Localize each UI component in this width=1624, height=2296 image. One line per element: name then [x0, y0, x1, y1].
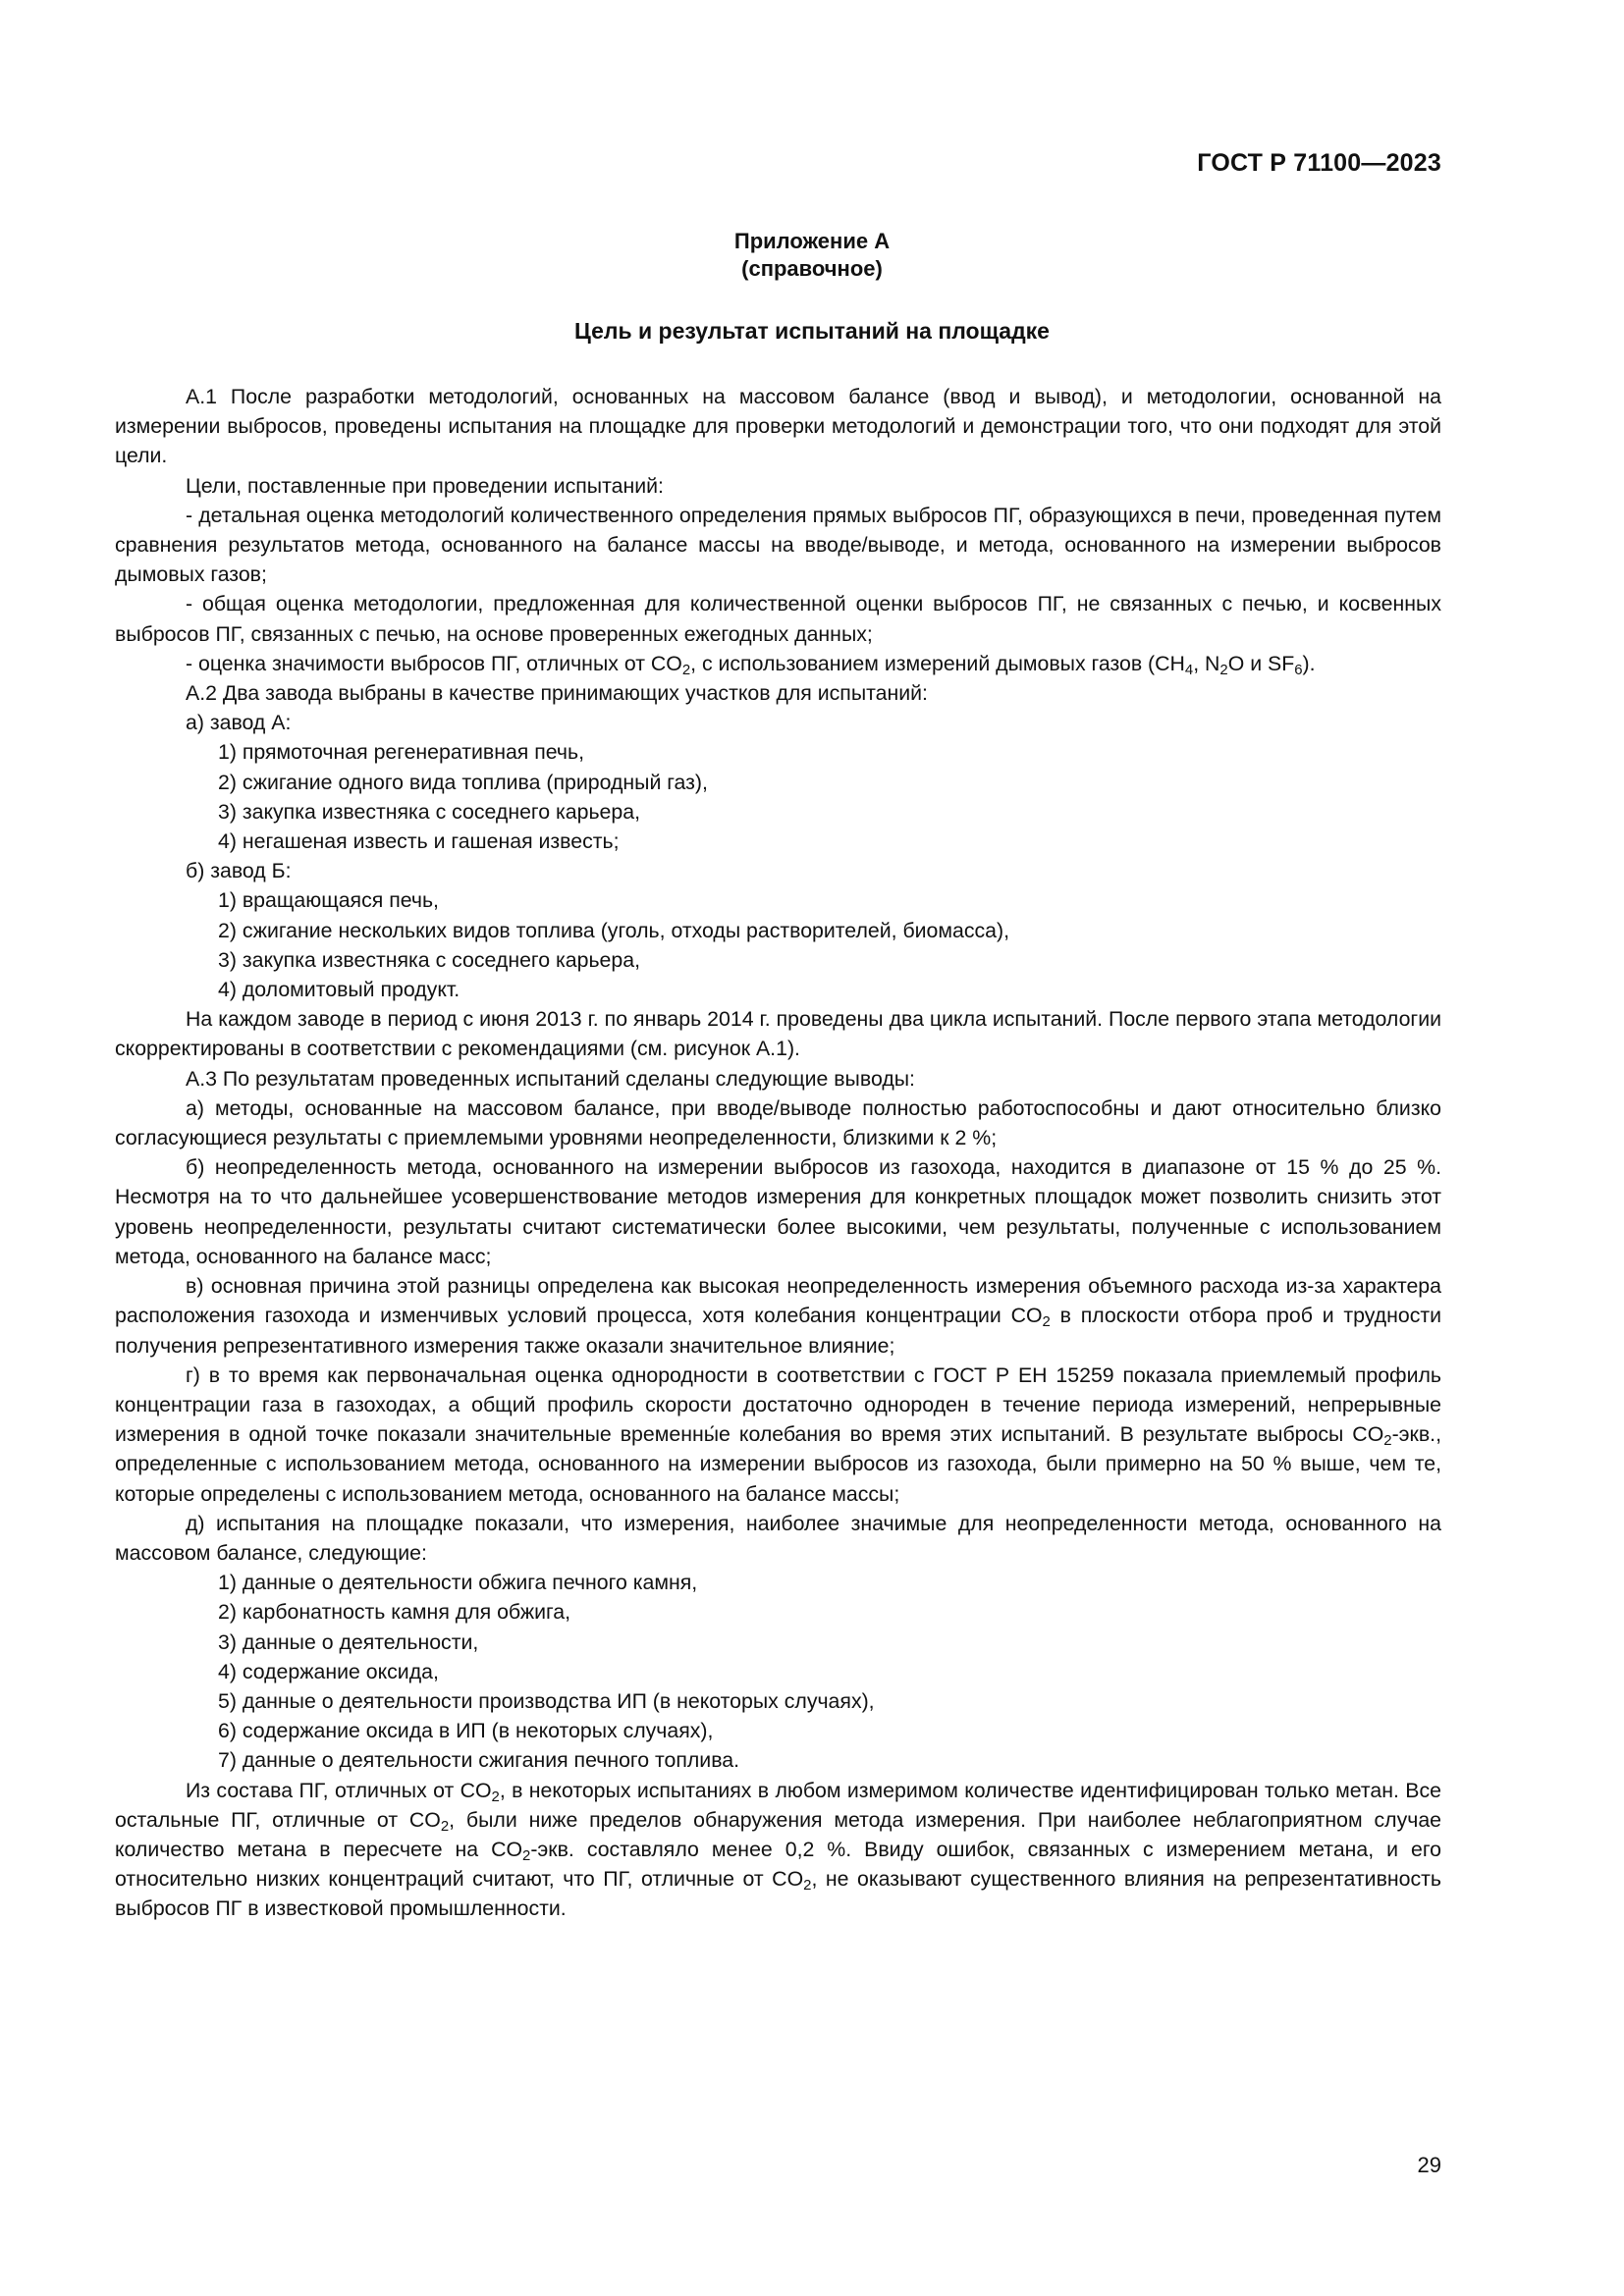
- appendix-status: (справочное): [741, 256, 883, 281]
- paragraph-test-cycles: На каждом заводе в период с июня 2013 г. по январь 2014 г. проведены два цикла испытаний. После первого этапа методологии скорректированы в соответствии с рекомендациями (см. рисунок А.1).: [115, 1007, 1441, 1061]
- paragraph-conclusion-d: д) испытания на площадке показали, что измерения, наиболее значимые для неопределенности метода, основанного на массовом балансе, следующие:: [115, 1511, 1441, 1565]
- list-item-measurement-6: 6) содержание оксида в ИП (в некоторых случаях),: [218, 1719, 714, 1743]
- paragraph-conclusion-b: б) неопределенность метода, основанного на измерении выбросов из газохода, находится в диапазоне от 15 % до 25 %. Несмотря на то что дальнейшее усовершенствование методов измерения для конкретных площадок может позволить снизить этот уровень неопределенности, результаты считают систематически более высокими, чем результаты, полученные с использованием метода, основанного на балансе масс;: [115, 1155, 1441, 1268]
- paragraph-goals-intro: Цели, поставленные при проведении испытаний:: [186, 473, 664, 498]
- list-item-measurement-1: 1) данные о деятельности обжига печного камня,: [218, 1571, 698, 1595]
- paragraph-goal-1: - детальная оценка методологий количественного определения прямых выбросов ПГ, образующихся в печи, проведенная путем сравнения результатов метода, основанного на балансе массы на вводе/выводе, и метода, основанного на измерении выбросов дымовых газов;: [115, 503, 1441, 587]
- paragraph-conclusion-v: в) основная причина этой разницы определена как высокая неопределенность измерения объемного расхода из-за характера расположения газохода и изменчивых условий процесса, хотя колебания концентрации $CO_2$ в плоскости отбора проб и трудности получения репрезентативного измерения также оказали значительное влияние;: [115, 1274, 1441, 1358]
- list-item-plant-a-3: 3) закупка известняка с соседнего карьера,: [218, 799, 641, 824]
- paragraph-conclusion-g: г) в то время как первоначальная оценка однородности в соответствии с ГОСТ Р ЕН 15259 показала приемлемый профиль концентрации газа в газоходах, а общий профиль скорости достаточно однороден в течение периода измерений, непрерывные измерения в одной точке показали значительные временны́е колебания во время этих испытаний. В результате выбросы $CO_2$-экв., определенные с использованием метода, основанного на измерении выбросов из газохода, были примерно на 50 % выше, чем те, которые определены с использованием метода, основанного на балансе массы;: [115, 1362, 1441, 1506]
- list-item-measurement-5: 5) данные о деятельности производства ИП (в некоторых случаях),: [218, 1688, 875, 1713]
- list-item-plant-b: б) завод Б:: [186, 859, 292, 883]
- paragraph-goal-2: - общая оценка методологии, предложенная для количественной оценки выбросов ПГ, не связанных с печью, и косвенных выбросов ПГ, связанных с печью, на основе проверенных ежегодных данных;: [115, 592, 1441, 646]
- list-item-plant-b-1: 1) вращающаяся печь,: [218, 888, 439, 913]
- list-item-measurement-7: 7) данные о деятельности сжигания печного топлива.: [218, 1748, 740, 1773]
- list-item-plant-a: а) завод А:: [186, 711, 292, 735]
- section-title: Цель и результат испытаний на площадке: [574, 318, 1050, 344]
- list-item-plant-a-2: 2) сжигание одного вида топлива (природный газ),: [218, 770, 708, 794]
- list-item-plant-a-4: 4) негашеная известь и гашеная известь;: [218, 829, 620, 854]
- appendix-title: Приложение А: [733, 229, 891, 253]
- page-number: 29: [1417, 2153, 1441, 2177]
- paragraph-conclusion-a: а) методы, основанные на массовом балансе, при вводе/выводе полностью работоспособны и дают относительно близко согласующиеся результаты с приемлемыми уровнями неопределенности, близкими к 2 %;: [115, 1095, 1441, 1150]
- list-item-plant-b-2: 2) сжигание нескольких видов топлива (уголь, отходы растворителей, биомасса),: [218, 918, 1010, 942]
- list-item-measurement-2: 2) карбонатность камня для обжига,: [218, 1600, 571, 1625]
- body-text: [115, 382, 1441, 1924]
- paragraph-non-co2-gases: Из состава ПГ, отличных от $CO_2$, в некоторых испытаниях в любом измеримом количестве идентифицирован только метан. Все остальные ПГ, отличные от $CO_2$, были ниже пределов обнаружения метода измерения. При наиболее неблагоприятном случае количество метана в пересчете на $CO_2$-экв. составляло менее 0,2 %. Ввиду ошибок, связанных с измерением метана, и его относительно низких концентраций считают, что ПГ, отличные от $CO_2$, не оказывают существенного влияния на репрезентативность выбросов ПГ в известковой промышленности.: [115, 1778, 1442, 1921]
- paragraph-goal-3: - оценка значимости выбросов ПГ, отличных от $CO_2$, с использованием измерений дымовых газов ($CH_4$, $N_2O$ и $SF_6$).: [186, 651, 1316, 678]
- paragraph-a3: А.3 По результатам проведенных испытаний сделаны следующие выводы:: [186, 1066, 915, 1091]
- appendix-heading: [0, 228, 1624, 283]
- list-item-plant-b-4: 4) доломитовый продукт.: [218, 978, 460, 1002]
- list-item-plant-b-3: 3) закупка известняка с соседнего карьера,: [218, 947, 641, 972]
- list-item-measurement-3: 3) данные о деятельности,: [218, 1629, 479, 1654]
- list-item-plant-a-1: 1) прямоточная регенеративная печь,: [218, 740, 585, 765]
- list-item-measurement-4: 4) содержание оксида,: [218, 1659, 439, 1683]
- paragraph-a2: А.2 Два завода выбраны в качестве принимающих участков для испытаний:: [186, 681, 928, 706]
- document-header-standard-id: ГОСТ Р 71100—2023: [1197, 149, 1441, 177]
- paragraph-a1: А.1 После разработки методологий, основанных на массовом балансе (ввод и вывод), и методологии, основанной на измерении выбросов, проведены испытания на площадке для проверки методологий и демонстрации того, что они подходят для этой цели.: [115, 385, 1441, 468]
